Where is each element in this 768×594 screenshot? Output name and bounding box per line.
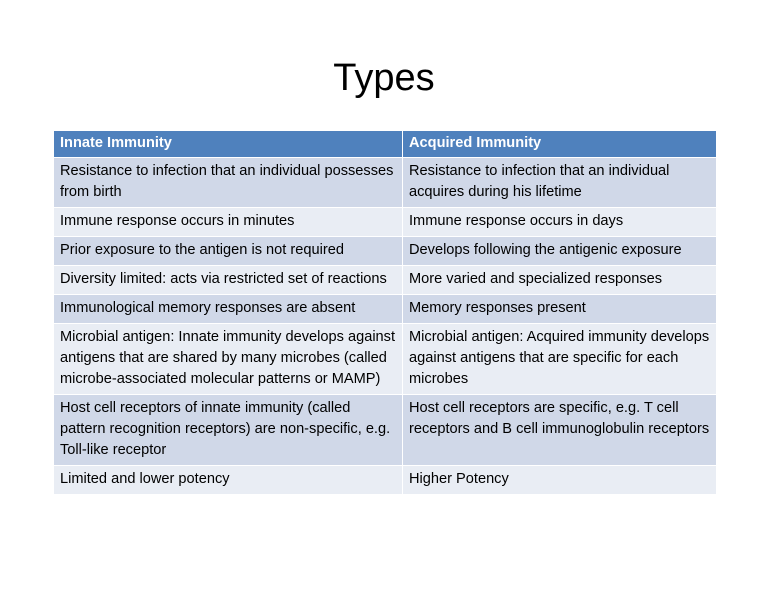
table-cell-acquired: More varied and specialized responses [403, 266, 717, 295]
table-row [54, 266, 717, 295]
column-header-acquired: Acquired Immunity [403, 131, 717, 158]
table-row [54, 324, 717, 395]
table-cell-acquired: Immune response occurs in days [403, 208, 717, 237]
table-row [54, 395, 717, 466]
comparison-table [53, 130, 717, 495]
table-cell-acquired: Memory responses present [403, 295, 717, 324]
slide-title: Types [333, 57, 435, 99]
table-cell-innate: Limited and lower potency [54, 466, 403, 495]
table-cell-innate: Microbial antigen: Innate immunity develops against antigens that are shared by many microbes (called microbe-associated molecular patterns or MAMP) [54, 324, 403, 395]
table-header-row [54, 131, 717, 158]
table-cell-acquired: Higher Potency [403, 466, 717, 495]
table-cell-innate: Resistance to infection that an individual possesses from birth [54, 158, 403, 208]
table-cell-innate: Diversity limited: acts via restricted set of reactions [54, 266, 403, 295]
table-cell-innate: Host cell receptors of innate immunity (called pattern recognition receptors) are non-specific, e.g. Toll-like receptor [54, 395, 403, 466]
table-row [54, 158, 717, 208]
table-row [54, 295, 717, 324]
table-cell-acquired: Resistance to infection that an individual acquires during his lifetime [403, 158, 717, 208]
table-cell-acquired: Develops following the antigenic exposure [403, 237, 717, 266]
table-row [54, 208, 717, 237]
table-cell-innate: Immunological memory responses are absent [54, 295, 403, 324]
table-cell-innate: Immune response occurs in minutes [54, 208, 403, 237]
table-row [54, 237, 717, 266]
table-cell-acquired: Microbial antigen: Acquired immunity develops against antigens that are specific for each microbes [403, 324, 717, 395]
table-row [54, 466, 717, 495]
table-cell-innate: Prior exposure to the antigen is not required [54, 237, 403, 266]
table-cell-acquired: Host cell receptors are specific, e.g. T cell receptors and B cell immunoglobulin receptors [403, 395, 717, 466]
column-header-innate: Innate Immunity [54, 131, 403, 158]
